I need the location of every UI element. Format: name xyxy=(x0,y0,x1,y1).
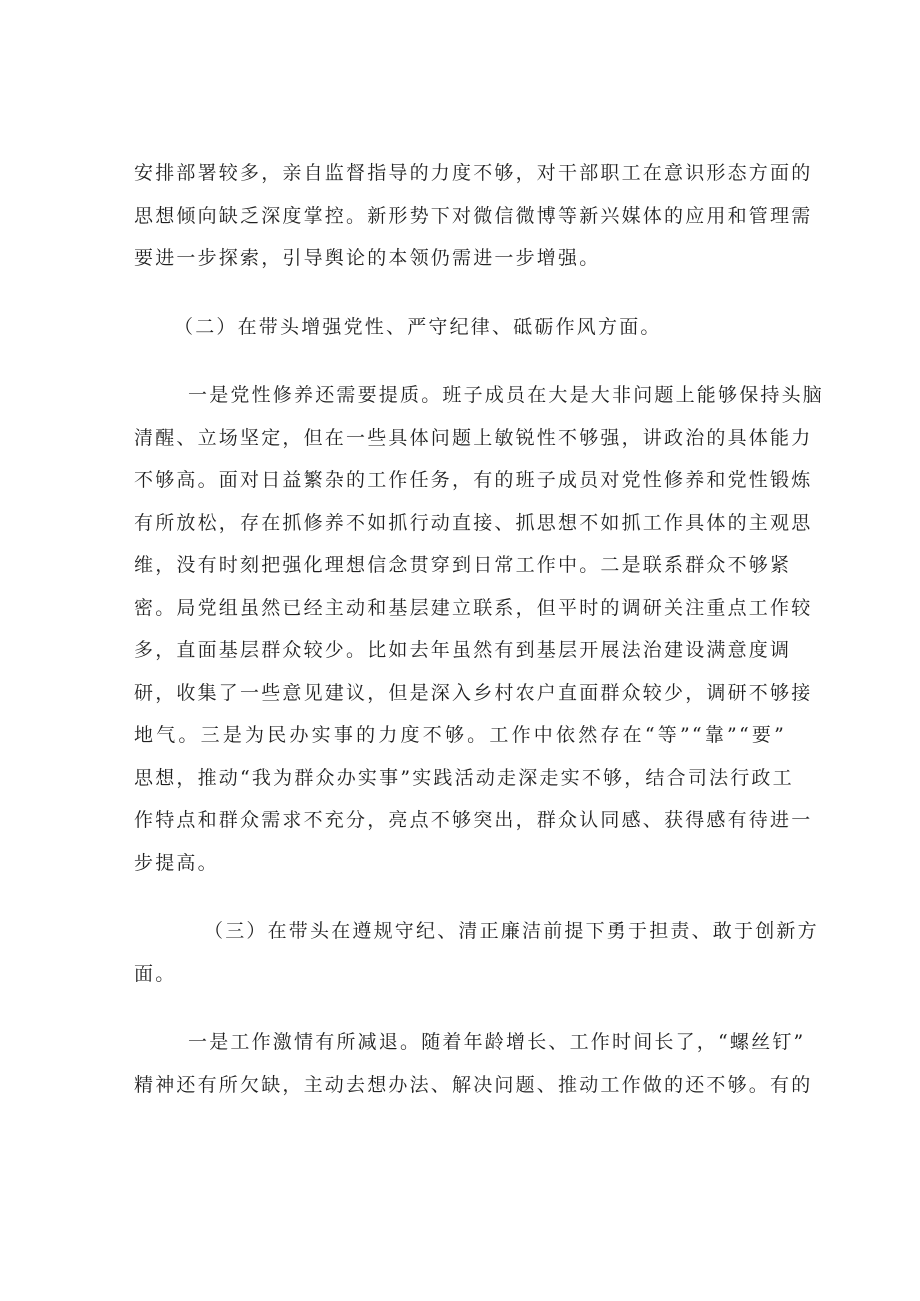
text-line: （三）在带头在遵规守纪、清正廉洁前提下勇于担责、敢于创新方 xyxy=(204,920,819,942)
text-line: 维，没有时刻把强化理想信念贯穿到日常工作中。二是联系群众不够紧 xyxy=(134,554,792,576)
text-line: 要进一步探索，引导舆论的本领仍需进一步增强。 xyxy=(134,247,601,269)
text-line: （二）在带头增强党性、严守纪律、砥砺作风方面。 xyxy=(174,315,662,338)
text-line: 有所放松，存在抓修养不如抓行动直接、抓思想不如抓工作具体的主观思 xyxy=(134,511,813,534)
text-line: 安排部署较多，亲自监督指导的力度不够，对干部职工在意识形态方面的 xyxy=(134,162,813,184)
text-line: 面。 xyxy=(134,962,177,985)
paragraph-1 xyxy=(134,152,813,280)
text-line: 一是党性修养还需要提质。班子成员在大是大非问题上能够保持头脑 xyxy=(188,384,825,406)
text-line: 研，收集了一些意见建议，但是深入乡村农户直面群众较少，调研不够接 xyxy=(134,681,813,704)
text-line: 作特点和群众需求不充分，亮点不够突出，群众认同感、获得感有待进一 xyxy=(134,809,813,831)
paragraph-2 xyxy=(134,374,825,884)
paragraph-3 xyxy=(134,1021,813,1106)
text-line: 清醒、立场坚定，但在一些具体问题上敏锐性不够强，讲政治的具体能力 xyxy=(134,426,813,449)
text-line: 多，直面基层群众较少。比如去年虽然有到基层开展法治建设满意度调 xyxy=(134,639,792,661)
section-heading-3 xyxy=(134,910,819,995)
text-line: 不够高。面对日益繁杂的工作任务，有的班子成员对党性修养和党性锻炼 xyxy=(134,469,813,491)
text-line: 思想，推动“我为群众办实事”实践活动走深走实不够，结合司法行政工 xyxy=(134,766,794,789)
text-line: 精神还有所欠缺，主动去想办法、解决问题、推动工作做的还不够。有的 xyxy=(134,1073,813,1096)
document-body xyxy=(134,152,825,1106)
text-line: 一是工作激情有所减退。随着年龄增长、工作时间长了，“螺丝钉” xyxy=(188,1031,806,1053)
text-line: 思想倾向缺乏深度掌控。新形势下对微信微博等新兴媒体的应用和管理需 xyxy=(134,204,813,227)
text-line: 密。局党组虽然已经主动和基层建立联系，但平时的调研关注重点工作较 xyxy=(134,596,813,619)
text-line: 步提高。 xyxy=(134,851,219,874)
section-heading-2 xyxy=(134,306,786,349)
text-line: 地气。三是为民办实事的力度不够。工作中依然存在“等”“靠”“要” xyxy=(134,724,786,746)
